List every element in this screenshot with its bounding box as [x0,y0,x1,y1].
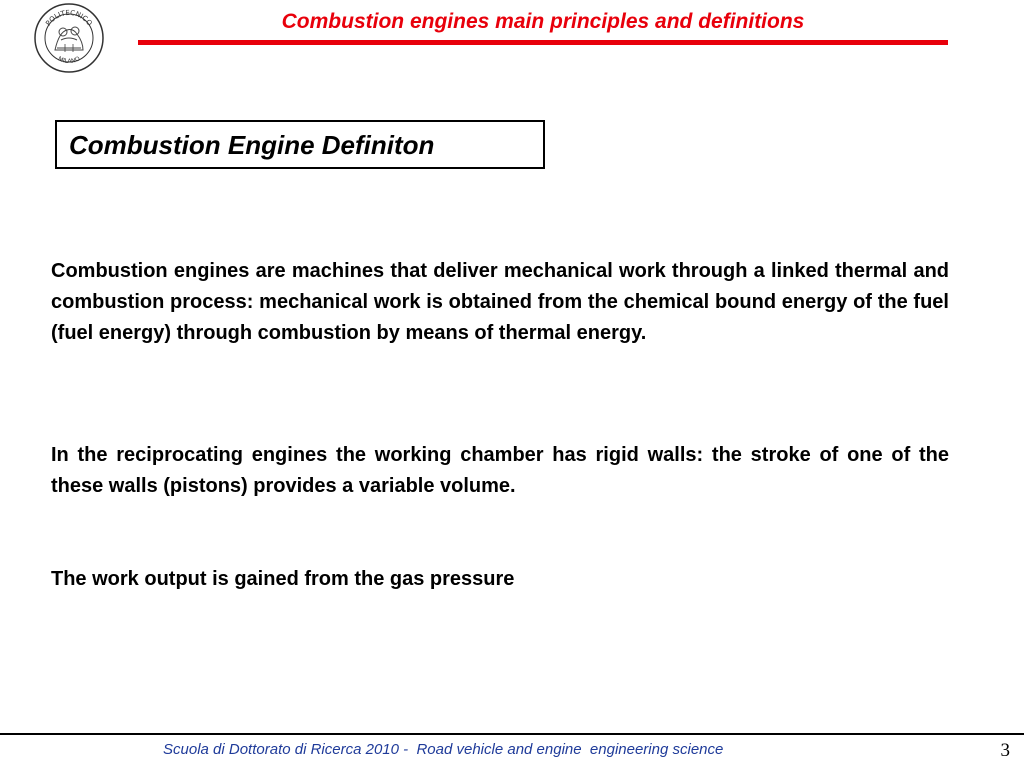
reciprocating-paragraph: In the reciprocating engines the working chamber has rigid walls: the stroke of one of the these walls (pistons) provides a variable volume. [51,444,949,497]
section-title: Combustion Engine Definiton [69,130,435,160]
page-number: 3 [1000,740,1010,761]
slide-header-title: Combustion engines main principles and definitions [281,10,805,33]
seal-text-top: POLITECNICO [44,8,94,28]
header-divider [138,40,948,45]
footer-caption: Scuola di Dottorato di Ricerca 2010 - Road vehicle and engine engineering science [163,741,724,758]
work-output-paragraph: The work output is gained from the gas pressure [51,568,515,590]
footer-divider [0,733,1024,735]
definition-paragraph: Combustion engines are machines that deliver mechanical work through a linked thermal and combustion process: mechanical work is obtained from the chemical bound energy of the fuel (fuel energy) through combustion by means of thermal energy. [51,260,949,344]
politecnico-seal-icon [33,2,105,74]
seal-text-bottom: MILANO [56,55,82,66]
section-title-box [55,120,545,169]
